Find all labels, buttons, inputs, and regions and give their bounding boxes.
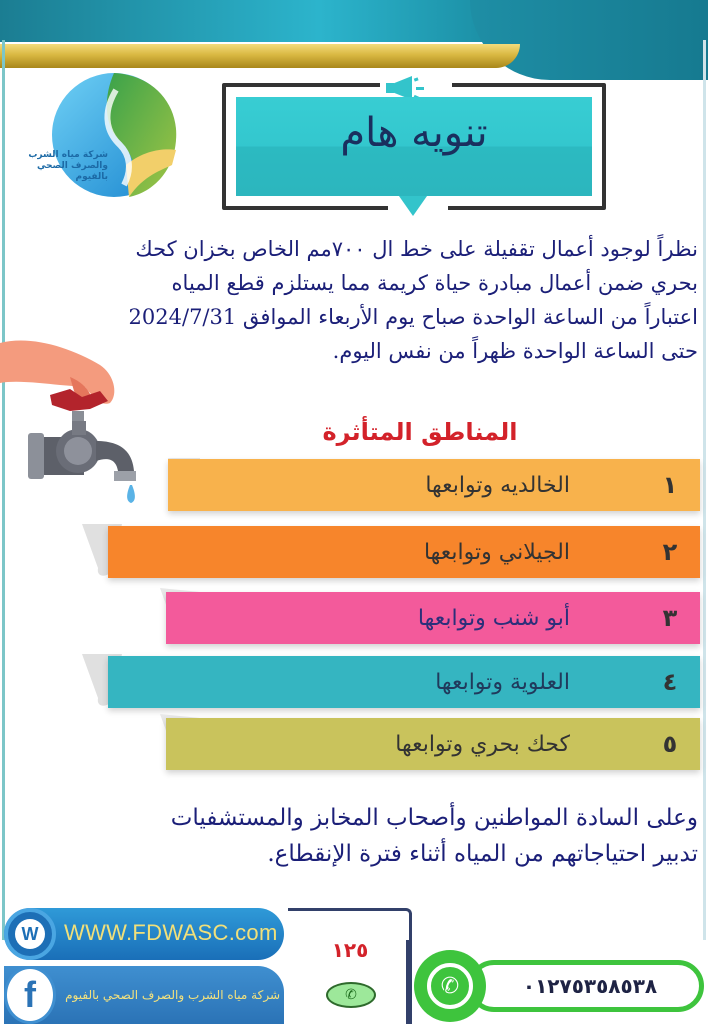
area-label: الخالديه وتوابعها: [425, 472, 570, 498]
area-label: أبو شنب وتوابعها: [417, 605, 570, 631]
right-border-line: [703, 40, 706, 940]
whatsapp-icon: ✆: [414, 950, 486, 1022]
header-teal-wave: [470, 0, 708, 80]
area-item-2: [108, 526, 700, 578]
area-number: ٥: [662, 730, 678, 758]
facebook-page-name[interactable]: شركة مياه الشرب والصرف الصحي بالفيوم: [65, 988, 280, 1002]
area-number: ٢: [662, 538, 678, 566]
notice-line: اعتباراً من الساعة الواحدة صباح يوم الأربعاء الموافق 2024/7/31: [128, 305, 698, 329]
whatsapp-number[interactable]: ٠١٢٧٥٣٥٨٥٣٨: [522, 974, 658, 998]
header-gold-band: [0, 44, 520, 68]
logo-line-1: شركة مياه الشرب: [28, 150, 108, 160]
area-item-1: [168, 459, 700, 511]
area-label: الجيلاني وتوابعها: [423, 539, 570, 565]
hotline-number[interactable]: ١٢٥: [331, 938, 369, 962]
closing-line: وعلى السادة المواطنين وأصحاب المخابز والمستشفيات: [170, 805, 698, 831]
facebook-icon: f: [4, 966, 56, 1024]
logo-line-2: والصرف الصحي بالفيوم: [36, 161, 108, 182]
area-item-4: [108, 656, 700, 708]
area-number: ٣: [662, 604, 678, 632]
notice-line: نظراً لوجود أعمال تقفيلة على خط ال ٧٠٠مم الخاص بخزان كحك: [135, 237, 698, 261]
phone-icon: ✆: [326, 982, 376, 1008]
divider: [406, 940, 409, 1024]
company-logo-text: [8, 150, 108, 183]
notice-line: حتى الساعة الواحدة ظهراً من نفس اليوم.: [332, 339, 698, 363]
area-label: العلوية وتوابعها: [435, 669, 570, 695]
title-pointer: [399, 196, 427, 216]
area-number: ٤: [662, 668, 678, 696]
area-item-3: [166, 592, 700, 644]
globe-icon: W: [4, 908, 56, 960]
closing-line: تدبير احتياجاتهم من المياه أثناء فترة الإنقطاع.: [267, 841, 698, 867]
page-title: تنويه هام: [340, 110, 488, 156]
website-url[interactable]: WWW.FDWASC.com: [64, 920, 278, 945]
notice-line: بحري ضمن أعمال مبادرة حياة كريمة مما يستلزم قطع المياه: [171, 271, 698, 295]
area-item-5: [166, 718, 700, 770]
affected-areas-title: المناطق المتأثرة: [322, 418, 518, 446]
area-label: كحك بحري وتوابعها: [395, 731, 570, 757]
area-number: ١: [662, 471, 678, 499]
closing-paragraph: [30, 800, 698, 872]
